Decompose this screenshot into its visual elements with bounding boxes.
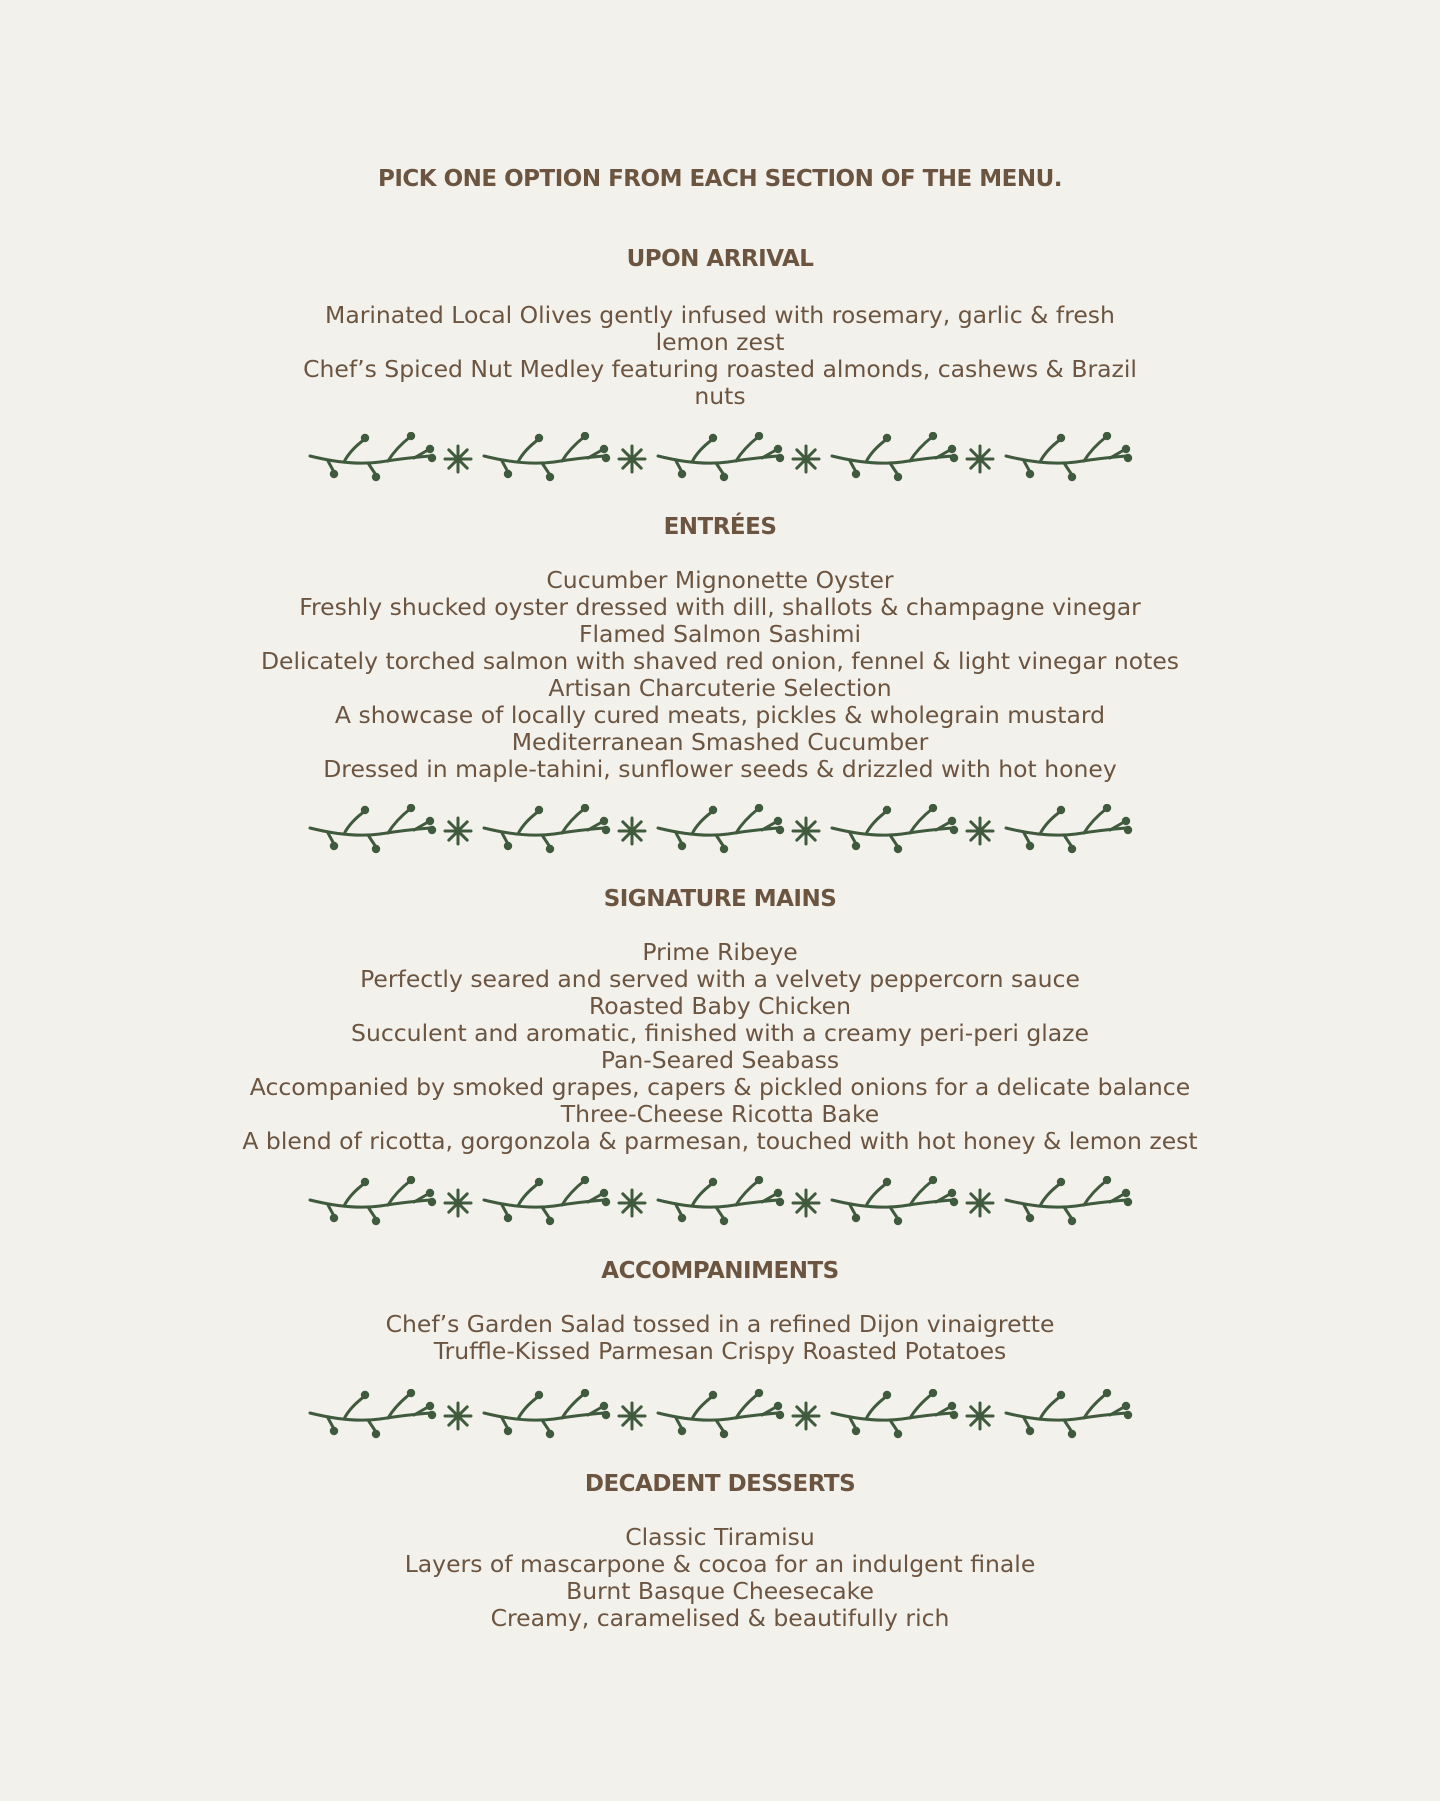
sprig-icon bbox=[658, 1389, 784, 1438]
star-icon bbox=[793, 1190, 819, 1216]
star-icon bbox=[619, 446, 645, 472]
menu-item: Pan-Seared Seabass bbox=[600, 1046, 840, 1074]
star-icon bbox=[619, 1403, 645, 1429]
menu-item: Marinated Local Olives gently infused with rosemary, garlic & fresh lemon zest bbox=[325, 301, 1115, 356]
section-items-signature-mains bbox=[0, 939, 1440, 1155]
sprig-icon bbox=[832, 804, 958, 853]
menu-item: Roasted Baby Chicken bbox=[588, 992, 852, 1020]
menu-item: Perfectly seared and served with a velvety peppercorn sauce bbox=[360, 965, 1080, 993]
sprig-icon bbox=[1006, 1389, 1132, 1438]
menu-item: Artisan Charcuterie Selection bbox=[548, 674, 892, 702]
sprig-icon bbox=[1006, 1176, 1132, 1225]
sprig-garland-divider-icon bbox=[300, 432, 1140, 492]
menu-item: Chef’s Garden Salad tossed in a refined Dijon vinaigrette bbox=[385, 1310, 1055, 1338]
sprig-garland-divider-icon bbox=[300, 1389, 1140, 1449]
section-title-decadent-desserts: DECADENT DESSERTS bbox=[584, 1471, 856, 1497]
menu-item: A showcase of locally cured meats, pickles & wholegrain mustard bbox=[334, 701, 1106, 729]
sprig-icon bbox=[484, 804, 610, 853]
sprig-icon bbox=[484, 432, 610, 481]
section-items-decadent-desserts bbox=[0, 1524, 1440, 1632]
sprig-icon bbox=[484, 1176, 610, 1225]
sprig-icon bbox=[658, 804, 784, 853]
star-icon bbox=[445, 1403, 471, 1429]
section-title-accompaniments: ACCOMPANIMENTS bbox=[601, 1258, 839, 1284]
menu-item: Mediterranean Smashed Cucumber bbox=[511, 728, 929, 756]
menu-item: Truffle-Kissed Parmesan Crispy Roasted Potatoes bbox=[433, 1337, 1007, 1365]
section-title-upon-arrival: UPON ARRIVAL bbox=[626, 246, 814, 272]
section-title-signature-mains: SIGNATURE MAINS bbox=[603, 886, 837, 912]
menu-item: Succulent and aromatic, finished with a creamy peri-peri glaze bbox=[351, 1019, 1089, 1047]
sprig-icon bbox=[1006, 804, 1132, 853]
menu-item: Freshly shucked oyster dressed with dill, shallots & champagne vinegar bbox=[299, 593, 1141, 621]
menu-item: Flamed Salmon Sashimi bbox=[578, 620, 862, 648]
menu-item: Chef’s Spiced Nut Medley featuring roasted almonds, cashews & Brazil nuts bbox=[303, 355, 1137, 410]
section-items-accompaniments bbox=[0, 1311, 1440, 1365]
star-icon bbox=[967, 818, 993, 844]
sprig-icon bbox=[832, 1176, 958, 1225]
sprig-icon bbox=[832, 1389, 958, 1438]
menu-item: Delicately torched salmon with shaved red onion, fennel & light vinegar notes bbox=[260, 647, 1180, 675]
sprig-icon bbox=[658, 1176, 784, 1225]
menu-item: Layers of mascarpone & cocoa for an indulgent finale bbox=[404, 1550, 1036, 1578]
star-icon bbox=[445, 446, 471, 472]
sprig-icon bbox=[310, 1389, 436, 1438]
star-icon bbox=[793, 818, 819, 844]
menu-item: Classic Tiramisu bbox=[625, 1523, 815, 1551]
menu-item: A blend of ricotta, gorgonzola & parmesan, touched with hot honey & lemon zest bbox=[242, 1127, 1198, 1155]
sprig-icon bbox=[484, 1389, 610, 1438]
star-icon bbox=[967, 1403, 993, 1429]
star-icon bbox=[793, 446, 819, 472]
sprig-icon bbox=[310, 1176, 436, 1225]
sprig-icon bbox=[1006, 432, 1132, 481]
star-icon bbox=[445, 818, 471, 844]
sprig-garland-divider-icon bbox=[300, 804, 1140, 864]
sprig-icon bbox=[310, 432, 436, 481]
star-icon bbox=[445, 1190, 471, 1216]
section-items-entrees bbox=[0, 567, 1440, 783]
star-icon bbox=[793, 1403, 819, 1429]
menu-item: Creamy, caramelised & beautifully rich bbox=[490, 1604, 950, 1632]
sprig-icon bbox=[832, 432, 958, 481]
menu-instruction: PICK ONE OPTION FROM EACH SECTION OF THE MENU. bbox=[377, 166, 1063, 192]
menu-item: Prime Ribeye bbox=[642, 938, 798, 966]
menu-item: Three-Cheese Ricotta Bake bbox=[560, 1100, 880, 1128]
sprig-garland-divider-icon bbox=[300, 1176, 1140, 1236]
menu-item: Burnt Basque Cheesecake bbox=[566, 1577, 874, 1605]
sprig-icon bbox=[658, 432, 784, 481]
section-title-entrees: ENTRÉES bbox=[663, 514, 777, 540]
star-icon bbox=[967, 1190, 993, 1216]
menu-item: Dressed in maple-tahini, sunflower seeds & drizzled with hot honey bbox=[323, 755, 1117, 783]
menu-item: Cucumber Mignonette Oyster bbox=[546, 566, 894, 594]
sprig-icon bbox=[310, 804, 436, 853]
star-icon bbox=[619, 1190, 645, 1216]
star-icon bbox=[619, 818, 645, 844]
star-icon bbox=[967, 446, 993, 472]
menu-item: Accompanied by smoked grapes, capers & pickled onions for a delicate balance bbox=[249, 1073, 1191, 1101]
section-items-upon-arrival bbox=[290, 302, 1150, 410]
